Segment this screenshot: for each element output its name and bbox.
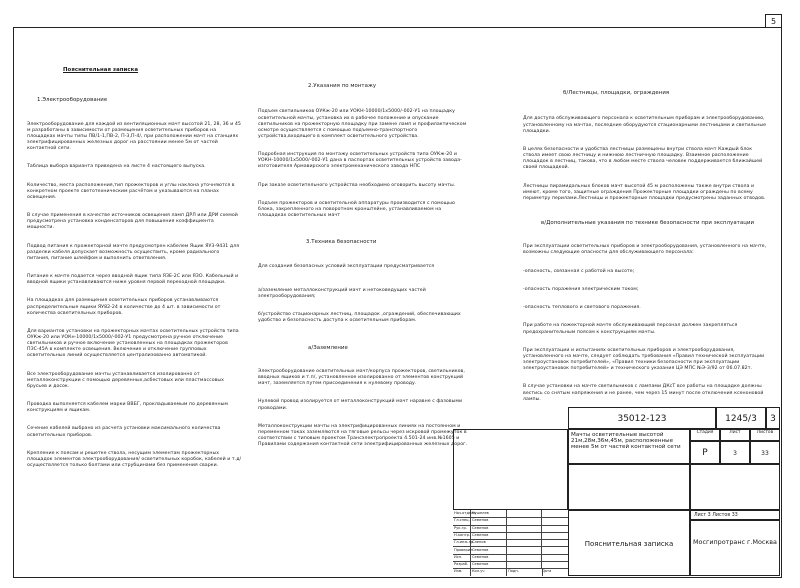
date-cell [541,510,568,517]
signature-cell [507,547,542,554]
paragraph: Для создания безопасных условий эксплуатации предусматривается [258,263,435,269]
header-cell: Подп. [507,568,543,575]
paragraph: Все электрооборудование мачты устанавливается изолированно от металлоконструкции с помощью деревянных,асбестовых или пластмассовых брусьев и досок. [27,371,226,389]
signature-cell [507,554,542,561]
paragraph: Таблица выбора варианта приведена на листе 4 настоящего выпуска. [27,164,206,170]
date-cell [541,539,568,546]
role-cell: Исп. [453,554,471,561]
name-cell: Семенов [471,517,507,524]
paragraph: Проводка выполняется кабелем марки ВВБГ, прокладываемым по деревянным конструкциям и ящикам. [27,402,230,414]
date-cell [541,517,568,524]
sheet-info: Лист 3 Листов 33 [690,510,780,520]
name-cell: Семенов [471,532,507,539]
left-margin-line [13,27,14,576]
sheet-code: 1245/3 [716,407,766,429]
section-a-heading: а/Заземление [308,344,348,351]
signature-cell [507,561,542,568]
paragraph: При работе на пожекторной мачте обслуживающий персонал должен закрепляться предохранительным поясом к конструкциям мачты. [523,323,739,335]
sheets-value: 33 [750,441,780,464]
role-cell: Гл.инж.пр. [453,539,471,546]
sheet-number: 3 [766,407,780,429]
signature-cell [507,532,542,539]
paragraph: В целях безопасности и удобства лестницы размещены внутри ствола мачт Каждый блок ствола имеет свою лестницу и нижнюю лестничную площадку. Взаимное расположение площадок в лестниц, такова, что в любом месте ствола человек поддерживается ближайшей своей площадкой. [523,146,764,171]
header-cell: Дата [542,569,552,574]
section-v-heading: в/Дополнительные указания по технике безопасности при эксплуатации [541,219,755,226]
paragraph: В случае применения в качестве источников освещения ламп ДРЛ или ДРИ схемой предусмотрена установка конденсаторов для повышения коэффициента мощности. [27,213,240,231]
blank-area-right [690,464,780,510]
stage-label: Стадия [690,429,720,441]
paragraph: Электрооборудование для каждой из вентиляционных мачт высотой 21, 28, 36 и 45 м разработаны в зависимости от размещения осветительных приборов на площадках мачты типы ПВ/1-1,ПВ-2, П-3,П-4/, при расположении мачт на станциях электрифицированных железных дорог на расстоянии менее 5м от частей контактной сети. [27,121,243,152]
paragraph: Подъем светильников ОУКж-20 или УОКН-10000/1х5000/-002-У1 на площадку осветительной мачты, установка их в рабочее положение и опускание светильников на прожекторную площадку при замене ламп и профилактическом осмотре осуществляется с помощью подъемно-транспортного устройства,входящего в комплект осветительного устройства. [258,109,468,139]
blank-area [568,464,690,510]
doc-description: Мачты осветительные высотой 21м,28м,36м,45м, расположенные менее 5м от частей контактной сети [568,429,690,464]
paragraph: На площадках для размещения осветительных приборов устанавливаются распределительные ящики ЯУ82-24 в количестве до 4 шт. в зависимости от количества осветительных приборов. [27,298,223,316]
paragraph: Для вариантов установки на прожекторных мачтах осветительных устройств типа ОУКж-20 или УОКн-10000/1х5000/-002-У1 предусмотрена ручное отключение светильников и ручное включение установленных на площадках прожекторов ПЗС-45А в комплекте освещения. Включение и отключение групповых осветительных линий осуществляется централизованно автоматикой. [27,328,241,359]
paragraph: В случае установки на мачте светильников с лампами ДКсТ все работы на площадке должны вестись со снятым напряжения и не ранее, чем через 15 минут после отключения ксеноновой лампы. [523,384,765,402]
paragraph: а/заземление металлоконструкций мачт и нетоковедущих частей электрооборудования; [258,287,428,299]
sheet-label: Лист [720,429,750,441]
paragraph: Для доступа обслуживающего персонала к осветительным приборам и электрооборудованию, установленному на мачтах, последние оборудуются стационарными лестницами и светильные площадки. [523,116,768,134]
signature-cell [507,517,542,524]
date-cell [541,554,568,561]
role-cell: Разраб. [453,561,471,568]
paragraph: Сечение кабелей выбрано из расчета установки максимального количества осветительных приборов. [27,426,223,438]
page-title: Пояснительная записка [63,67,139,74]
column-2 [258,71,468,460]
paragraph: Металлоконструкции мачты на электрифицированных линиях на постоянном и переменном токах заземляются на тяговые рельсы через искровой промежуток в соответствии с типовым проектом Трансэлектропроекта 4.501-24 инв.№1605 и Правилами содержания контактной сети электрифицированных железных дорог. [258,423,469,448]
paragraph: -опасность поражения электрическим током; [523,286,639,292]
paragraph: При эксплуатации и испытаниях осветительных приборов и электрооборудования, установленного на мачте, следует соблюдать требования «Правил технической эксплуатации электроустановок потребителей», «Правил техники безопасности при эксплуатации электроустановок потребителей» и технического указания ЦЭ МПС №Э-3/92 от 06.07.82т. [523,347,766,372]
signature-table [453,510,568,576]
header-cell: Изм. [453,568,471,575]
paragraph: Питание к мачте подается через вводной ящик типа ЯЗЕ-2С или ЯЗО. Кабельный и вводной ящики устанавливаются ниже уровня первой переходной площадки. [27,274,240,286]
table-header-row [453,568,568,575]
paragraph: Подвод питания к прожекторной мачте предусмотрен кабелем Ящик ЯУ3-9431 для разделки кабеля допускает возможность осуществить, кроме радиального питания, питание шлейфом и выполнить ответвления. [27,243,241,261]
doc-code: 35012-123 [568,407,716,429]
organization: Мосгипротранс г.Москва [690,520,780,576]
paragraph: Крепление к поясам и решетке ствола, несущим элементам прожекторных площадок элементов электрооборудования/ осветительных коробок, кабелей и т.д/ осуществляется только болтами или струбцинами без применения сварки. [27,450,243,468]
section-2-heading: 2.Указания по монтажу [308,83,377,90]
paragraph: б/устройство стационарных лестниц, площадок ,ограждений, обеспечивающих удобство и безопасность доступа к осветительным приборам. [258,312,463,324]
role-cell: Рук.гр. [453,525,471,532]
date-cell [541,525,568,532]
paragraph: При эксплуатации осветительных приборов и электрооборудования, установленного на мачте, возможны следующие опасности для обслуживающего персонала: [523,244,768,256]
role-cell: Н.контр. [453,532,471,539]
paragraph: Лестницы пирамидальных блоков мачт высотой 45 м расположены также внутри ствола и имеют, кроме того, защитные ограждения Прожекторные площадки ограждены по всему периметру перилами.Лестницы и прожекторные площадки предусмотрены заданных отводов. [523,183,766,201]
name-cell: Слепов [471,539,507,546]
role-cell: Гл.спец. [453,517,471,524]
header-cell: Кол.уч [471,568,507,575]
paragraph: Подробная инструкция по монтажу осветительных устройств типа ОУКж-20 и УОКН-10000/1х5000/-002-У1 дана в паспортах осветительных устройств завода-изготовителя Армавирского электромеханического завода НПС [258,152,462,170]
date-cell [541,532,568,539]
column-1 [27,55,242,481]
section-b-heading: б/Лестницы, площадки, ограждения [563,90,670,97]
paragraph: -опасность, связанная с работой на высоте; [523,268,635,274]
revision-area [453,429,568,510]
paragraph: -опасность теплового и светового поражения. [523,305,641,311]
sheets-label: Листов [750,429,780,441]
name-cell: Семенов [471,547,507,554]
page-number: 5 [765,14,782,28]
section-1-heading: 1.Электрооборудование [37,97,108,104]
date-cell [541,561,568,568]
column-3 [523,78,769,415]
doc-title: Пояснительная записка [568,510,690,576]
signature-cell [507,525,542,532]
role-cell: Нач.отдела [453,510,471,517]
stage-value: Р [690,441,720,464]
name-cell: Семенов [471,561,507,568]
paragraph: Электрооборудование осветительных мачт/корпуса прожекторов, светильников, вводных ящиков и т.п/, установленное изолированно от элементов конструкций мачт, заземляется путем присоединения к нулевому проводу. [258,368,467,387]
name-cell: Семенов [471,525,507,532]
paragraph: При заказе осветительного устройства необходимо оговорить высоту мачты. [258,182,456,188]
role-cell: Проверил [453,547,471,554]
date-cell [541,547,568,554]
signature-cell [507,510,542,517]
paragraph: Подъем прожекторов и осветительной аппаратуры производится с помощью блока, закрепленного на поворотном кронштейне, устанавливаемом на площадках осветительных мачт [258,200,457,219]
section-3-heading: 3.Техника безопасности [306,239,377,246]
title-block [453,407,780,576]
paragraph: Количество, места расположения,тип прожекторов и углы наклона уточняются в конкретном проекте светотехническим расчётом и указываются на планах освещения. [27,182,237,200]
signature-cell [507,539,542,546]
sheet-value: 3 [720,441,750,464]
paragraph: Нулевой провод изолируется от металлоконструкций мачт наравне с фазовыми проводами. [258,399,464,411]
name-cell: Кушелев [471,510,507,517]
name-cell: Семенов [471,554,507,561]
